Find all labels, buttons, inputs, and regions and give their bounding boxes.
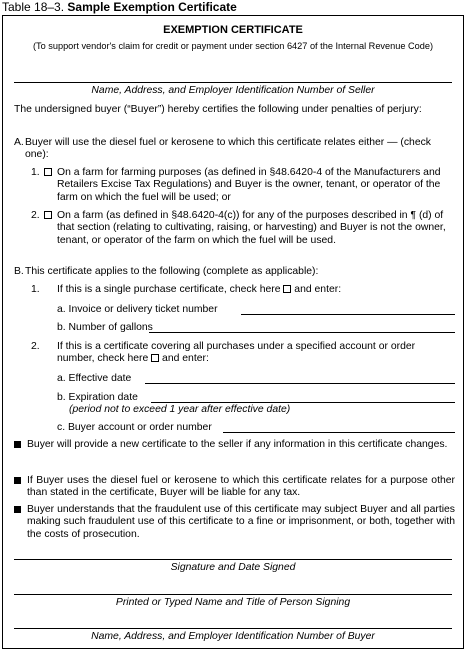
single-purchase-checkbox[interactable] <box>283 285 291 293</box>
account-certificate-enter: and enter: <box>162 353 209 364</box>
table-title <box>2 0 237 14</box>
invoice-number-line[interactable] <box>241 314 455 315</box>
section-a-item2-number: 2. <box>31 210 40 221</box>
bullet-fraud-warning: Buyer understands that the fraudulent use of this certificate may subject Buyer and all parties making such fraudulent use of this certificate to a fine or imprisonment, or both, together with the costs of prosecution. <box>27 504 455 540</box>
certificate-frame <box>2 15 464 649</box>
printed-name-caption: Printed or Typed Name and Title of Person Signing <box>115 597 351 608</box>
effective-date-label: a. Effective date <box>57 373 132 384</box>
intro-text: The undersigned buyer (“Buyer”) hereby certifies the following under penalties of perjury: <box>14 104 422 115</box>
single-purchase-line <box>57 284 341 296</box>
section-a-item1-text: On a farm for farming purposes (as defined in §48.6420-4 of the Manufacturers and Retailers Excise Tax Regulations) and Buyer is the owner, tenant, or operator of the farm on which the fuel will be used; or <box>57 167 441 203</box>
single-purchase-text: If this is a single purchase certificate, check here <box>57 284 281 295</box>
section-b-item2-number: 2. <box>31 341 40 352</box>
section-a-item1-number: 1. <box>31 167 40 178</box>
account-certificate-line2 <box>57 353 209 365</box>
signature-line[interactable] <box>14 559 452 560</box>
expiration-date-line[interactable] <box>151 402 455 403</box>
section-b-text: This certificate applies to the following (complete as applicable): <box>25 266 319 277</box>
expiration-note: (period not to exceed 1 year after effective date) <box>69 404 291 415</box>
buyer-line[interactable] <box>14 628 452 629</box>
bullet-new-certificate: Buyer will provide a new certificate to the seller if any information in this certificate changes. <box>27 439 448 450</box>
bullet-square-icon <box>14 441 21 448</box>
table-title-bold: Sample Exemption Certificate <box>67 0 237 14</box>
expiration-date-label: b. Expiration date <box>57 392 138 403</box>
farming-purposes-checkbox[interactable] <box>44 168 52 176</box>
section-a-item2-text: On a farm (as defined in §48.6420-4(c)) for any of the purposes described in ¶ (d) of that section (relating to cultivating, raising, or harvesting) and Buyer is not the owner, tenant, or operator of the farm on which the fuel will be used. <box>57 210 446 246</box>
printed-name-line[interactable] <box>14 594 452 595</box>
table-title-prefix: Table 18–3. <box>2 0 65 14</box>
gallons-line[interactable] <box>149 332 455 333</box>
bullet-square-icon <box>14 477 21 484</box>
account-certificate-checkbox[interactable] <box>151 354 159 362</box>
gallons-label: b. Number of gallons <box>57 322 153 333</box>
account-certificate-text: number, check here <box>57 353 149 364</box>
bullet-liability: If Buyer uses the diesel fuel or kerosene to which this certificate relates for a purpose other than stated in the certificate, Buyer will be liable for any tax. <box>27 475 455 499</box>
seller-caption: Name, Address, and Employer Identification Number of Seller <box>91 85 375 96</box>
section-b-item1-number: 1. <box>31 284 40 295</box>
certificate-subheading: (To support vendor's claim for credit or payment under section 6427 of the Internal Revenue Code) <box>32 41 434 51</box>
section-a-text: Buyer will use the diesel fuel or kerosene to which this certificate relates either — (check one): <box>25 137 431 161</box>
account-certificate-text-line1: If this is a certificate covering all purchases under a specified account or order <box>57 341 416 352</box>
seller-line[interactable] <box>14 82 452 83</box>
farm-other-purposes-checkbox[interactable] <box>44 211 52 219</box>
invoice-label: a. Invoice or delivery ticket number <box>57 304 218 315</box>
section-a-label: A. <box>14 137 24 148</box>
section-b-label: B. <box>14 266 24 277</box>
certificate-heading: EXEMPTION CERTIFICATE <box>163 24 303 36</box>
account-number-label: c. Buyer account or order number <box>57 422 212 433</box>
single-purchase-enter: and enter: <box>294 284 342 295</box>
effective-date-line[interactable] <box>145 383 455 384</box>
buyer-caption: Name, Address, and Employer Identification Number of Buyer <box>91 631 375 642</box>
bullet-square-icon <box>14 506 21 513</box>
signature-caption: Signature and Date Signed <box>170 562 296 573</box>
account-number-line[interactable] <box>223 432 455 433</box>
